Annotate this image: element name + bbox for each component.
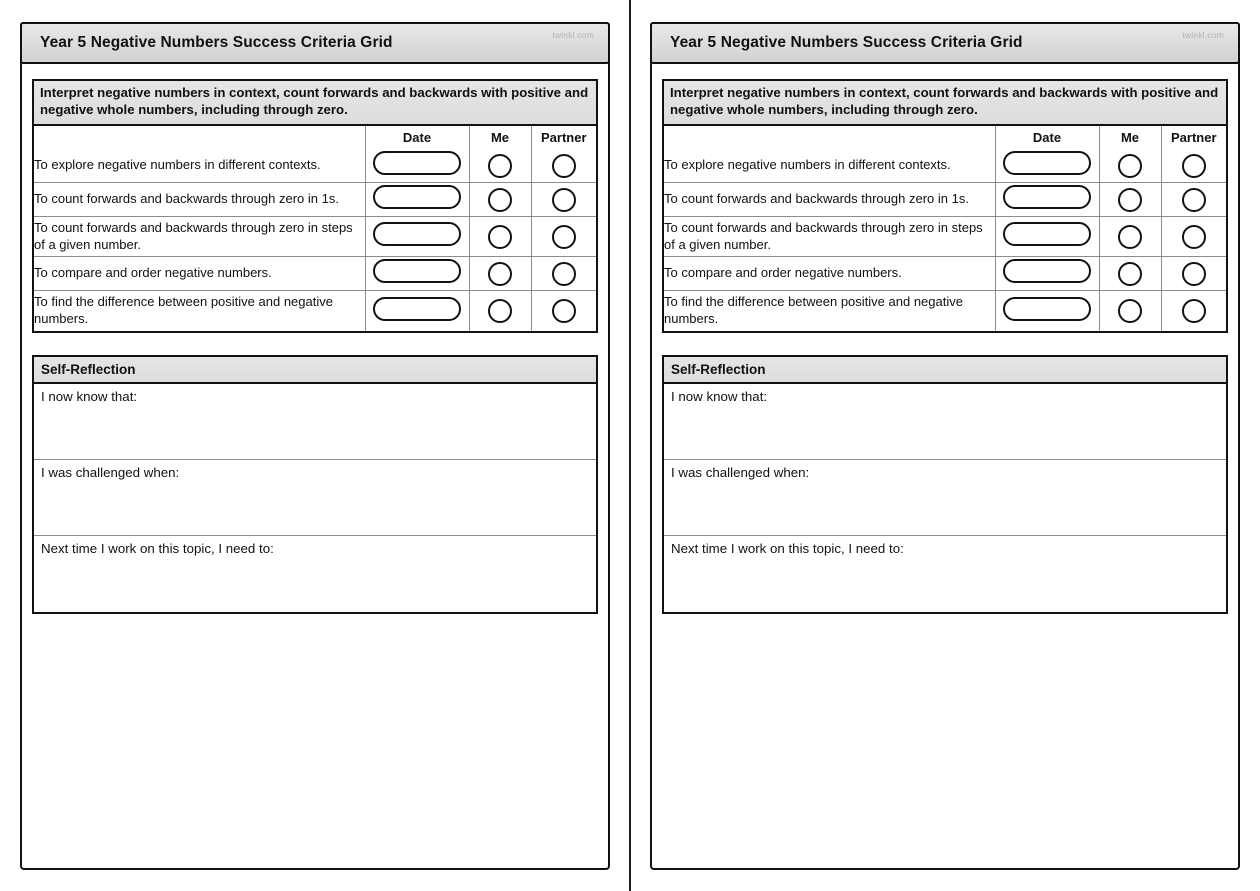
circle-checkbox-icon[interactable]	[1118, 299, 1142, 323]
self-reflection-box	[32, 355, 598, 614]
column-header-statement	[664, 126, 995, 149]
circle-checkbox-icon[interactable]	[1118, 225, 1142, 249]
circle-checkbox-icon[interactable]	[1118, 188, 1142, 212]
circle-checkbox-icon[interactable]	[1182, 262, 1206, 286]
table-row	[664, 149, 1226, 183]
me-cell[interactable]	[1099, 183, 1161, 217]
circle-checkbox-icon[interactable]	[552, 188, 576, 212]
criteria-statement: To find the difference between positive and negative numbers.	[34, 291, 365, 331]
self-reflection-heading: Self-Reflection	[664, 357, 1226, 384]
column-header-date: Date	[365, 126, 469, 149]
me-cell[interactable]	[1099, 257, 1161, 291]
title-bar	[20, 22, 610, 64]
column-header-statement	[34, 126, 365, 149]
page-body	[652, 64, 1238, 614]
twinkl-watermark: twinkl.com	[1182, 30, 1224, 40]
circle-checkbox-icon[interactable]	[488, 299, 512, 323]
circle-checkbox-icon[interactable]	[488, 225, 512, 249]
pill-field-icon[interactable]	[1003, 185, 1091, 209]
pill-field-icon[interactable]	[1003, 297, 1091, 321]
date-cell[interactable]	[995, 291, 1099, 331]
criteria-table	[34, 126, 596, 331]
me-cell[interactable]	[469, 217, 531, 257]
criteria-table	[664, 126, 1226, 331]
twinkl-watermark: twinkl.com	[552, 30, 594, 40]
column-header-me: Me	[469, 126, 531, 149]
partner-cell[interactable]	[531, 183, 596, 217]
date-cell[interactable]	[365, 291, 469, 331]
circle-checkbox-icon[interactable]	[488, 262, 512, 286]
criteria-statement: To count forwards and backwards through zero in 1s.	[664, 183, 995, 217]
criteria-statement: To explore negative numbers in different contexts.	[664, 149, 995, 183]
page-title: Year 5 Negative Numbers Success Criteria Grid	[40, 34, 393, 51]
partner-cell[interactable]	[1161, 217, 1226, 257]
criteria-statement: To explore negative numbers in different contexts.	[34, 149, 365, 183]
table-row	[664, 183, 1226, 217]
reflection-prompt-challenged[interactable]: I was challenged when:	[664, 460, 1226, 536]
reflection-prompt-know[interactable]: I now know that:	[664, 384, 1226, 460]
circle-checkbox-icon[interactable]	[488, 188, 512, 212]
circle-checkbox-icon[interactable]	[552, 154, 576, 178]
reflection-prompt-challenged[interactable]: I was challenged when:	[34, 460, 596, 536]
column-header-me: Me	[1099, 126, 1161, 149]
date-cell[interactable]	[365, 183, 469, 217]
date-cell[interactable]	[995, 183, 1099, 217]
learning-objective: Interpret negative numbers in context, count forwards and backwards with positive and negative whole numbers, including through zero.	[34, 81, 596, 126]
me-cell[interactable]	[1099, 217, 1161, 257]
page-frame	[650, 22, 1240, 870]
circle-checkbox-icon[interactable]	[1118, 262, 1142, 286]
date-cell[interactable]	[365, 257, 469, 291]
partner-cell[interactable]	[531, 291, 596, 331]
pill-field-icon[interactable]	[373, 297, 461, 321]
me-cell[interactable]	[1099, 291, 1161, 331]
date-cell[interactable]	[365, 217, 469, 257]
table-row	[664, 291, 1226, 331]
circle-checkbox-icon[interactable]	[552, 262, 576, 286]
column-header-date: Date	[995, 126, 1099, 149]
circle-checkbox-icon[interactable]	[1182, 154, 1206, 178]
reflection-prompt-next-time[interactable]: Next time I work on this topic, I need to:	[41, 540, 274, 556]
pill-field-icon[interactable]	[373, 151, 461, 175]
pill-field-icon[interactable]	[1003, 151, 1091, 175]
circle-checkbox-icon[interactable]	[552, 299, 576, 323]
page-title: Year 5 Negative Numbers Success Criteria Grid	[670, 34, 1023, 51]
me-cell[interactable]	[1099, 149, 1161, 183]
partner-cell[interactable]	[531, 217, 596, 257]
pill-field-icon[interactable]	[373, 185, 461, 209]
date-cell[interactable]	[995, 257, 1099, 291]
worksheet-page-right	[630, 0, 1260, 891]
table-row	[34, 291, 596, 331]
partner-cell[interactable]	[1161, 149, 1226, 183]
me-cell[interactable]	[469, 183, 531, 217]
circle-checkbox-icon[interactable]	[1182, 299, 1206, 323]
pill-field-icon[interactable]	[373, 222, 461, 246]
criteria-statement: To find the difference between positive and negative numbers.	[664, 291, 995, 331]
partner-cell[interactable]	[531, 149, 596, 183]
criteria-grid	[662, 79, 1228, 333]
title-bar	[650, 22, 1240, 64]
reflection-prompt-know[interactable]: I now know that:	[34, 384, 596, 460]
criteria-header-row	[34, 126, 596, 149]
date-cell[interactable]	[995, 149, 1099, 183]
date-cell[interactable]	[995, 217, 1099, 257]
date-cell[interactable]	[365, 149, 469, 183]
criteria-statement: To compare and order negative numbers.	[34, 257, 365, 291]
self-reflection-box	[662, 355, 1228, 614]
criteria-statement: To count forwards and backwards through zero in 1s.	[34, 183, 365, 217]
criteria-grid	[32, 79, 598, 333]
learning-objective: Interpret negative numbers in context, count forwards and backwards with positive and negative whole numbers, including through zero.	[664, 81, 1226, 126]
me-cell[interactable]	[469, 257, 531, 291]
me-cell[interactable]	[469, 291, 531, 331]
criteria-statement: To compare and order negative numbers.	[664, 257, 995, 291]
column-header-partner: Partner	[540, 129, 587, 145]
partner-cell[interactable]	[1161, 183, 1226, 217]
page-body	[22, 64, 608, 614]
column-header-partner: Partner	[1170, 129, 1217, 145]
partner-cell[interactable]	[1161, 257, 1226, 291]
table-row	[664, 217, 1226, 257]
criteria-statement: To count forwards and backwards through zero in steps of a given number.	[34, 217, 365, 257]
circle-checkbox-icon[interactable]	[552, 225, 576, 249]
circle-checkbox-icon[interactable]	[1182, 188, 1206, 212]
table-row	[34, 149, 596, 183]
criteria-header-row	[664, 126, 1226, 149]
pill-field-icon[interactable]	[1003, 259, 1091, 283]
table-row	[34, 257, 596, 291]
circle-checkbox-icon[interactable]	[1182, 225, 1206, 249]
circle-checkbox-icon[interactable]	[488, 154, 512, 178]
self-reflection-heading: Self-Reflection	[34, 357, 596, 384]
page-frame	[20, 22, 610, 870]
table-row	[34, 217, 596, 257]
partner-cell[interactable]	[1161, 291, 1226, 331]
table-row	[34, 183, 596, 217]
partner-cell[interactable]	[531, 257, 596, 291]
pill-field-icon[interactable]	[373, 259, 461, 283]
table-row	[664, 257, 1226, 291]
circle-checkbox-icon[interactable]	[1118, 154, 1142, 178]
criteria-statement: To count forwards and backwards through zero in steps of a given number.	[664, 217, 995, 257]
reflection-prompt-next-time[interactable]: Next time I work on this topic, I need to:	[671, 540, 904, 556]
me-cell[interactable]	[469, 149, 531, 183]
pill-field-icon[interactable]	[1003, 222, 1091, 246]
